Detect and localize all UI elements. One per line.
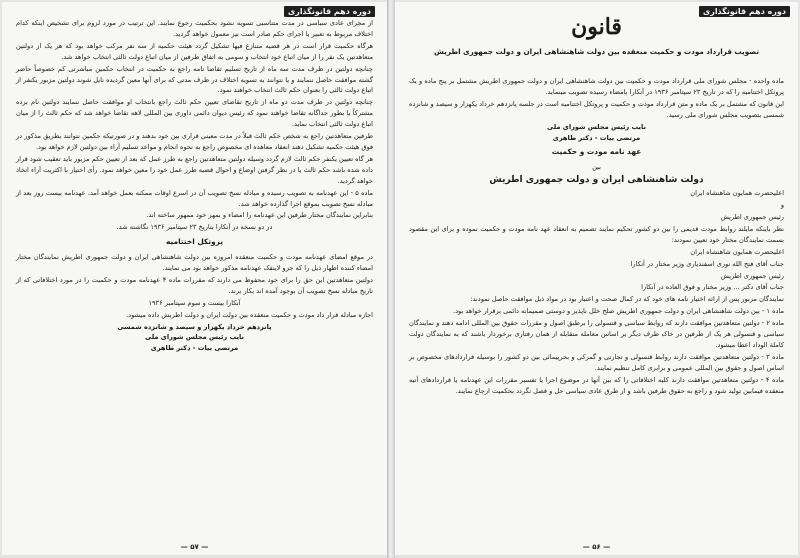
- article-1: ماده ۱ - بین دولت شاهنشاهی ایران و دولت جمهوری اطریش صلح خلل ناپذیر و دوستی صمیمانه دائمی برقرار خواهد بود.: [452, 307, 784, 316]
- left-article-5: ماده ۵ - این عهدنامه به تصویب رسیده و مبادله نسخ تصویب آن در اسرع اوقات ممکنه بعمل خواهد آمد. عهدنامه بیست روز بعد از مبادله نسخ تصویب بموقع اجرا گذارده خواهد شد.: [16, 188, 374, 208]
- left-paragraph: چنانچه دولتین در ظرف مدت دو ماه از تاریخ تقاضای تعیین حکم ثالث راجع بانتخاب او موافقت حاصل ننمایند دولتین نام برده مشترکاً یا بطور جداگانه تقاضا خواهند نمود که رئیس دیوان دائمی داوری بین المللی لاهه تقاضا خواهد شد که حکم ثالث را از میان اتباع دولت ثالثی انتخاب نماید.: [16, 98, 373, 129]
- party-line: و: [780, 201, 784, 210]
- left-page-number: — ۵۷ —: [180, 543, 209, 551]
- right-signature-title: نایب رئیس مجلس شورای ملی: [547, 122, 646, 131]
- protocol-paragraph: اجازه مبادله قرار داد مودت و حکمیت منعقده بین دولت ایران و دولت اطریش داده میشود.: [126, 310, 373, 319]
- article-4: ماده ۴ - دولتین متعاهدتین موافقت دارند کلیه اختلافاتی را که بین آنها در موضوع اجرا یا تفسیر مقررات این عهدنامه یا قراردادهای آتیه منعقده فیمابین تولید شود و راجع به حقوق طرفین باشد و از طرق عادی سیاسی حل و فصل نگردد بحکمیت ارجاع نمایند.: [409, 375, 785, 395]
- party-line: اعلیحضرت همایون شاهنشاه ایران: [690, 247, 784, 256]
- article-2: ماده ۲ - دولتین متعاهدتین موافقت دارند که روابط سیاسی و قنسولی را برطبق اصول و مقررات حقوق بین المللی ادامه دهند و نمایندگان سیاسی و قنسولی هر یک از طرفین در خاک طرف دیگر بر اساس معامله متقابله از همان رفتاری برخوردار باشند که به نمایندگان دولت کاملة الوداد اعطا میشود.: [409, 319, 785, 349]
- law-title: قانون: [571, 14, 622, 40]
- protocol-paragraph: در موقع امضای عهدنامه مودت و حکمیت منعقده امروزه بین دولت شاهنشاهی ایران و دولت جمهوری اطریش نمایندگان مختار امضاء کننده اظهار ذیل را که جزو لاینفک عهدنامه مذکور خواهد بود می نمایند.: [16, 253, 373, 273]
- left-date-line: در دو نسخه در آنکارا بتاریخ ۲۳ سپتامبر ۱۹۳۶ نگاشته شد.: [116, 223, 273, 232]
- left-paragraph: هرگاه حکمیت قرار است در هر قضیه متنازع فیها تشکیل گردد هیئت حکمیه از سه نفر مرکب خواهد بود که هر یک از دولتین متعاهدتین یک نفر را از میان اتباع خود انتخاب و سومی به اتفاق طرفین از میان اتباع دولت ثالثی انتخاب خواهد شد.: [16, 41, 373, 61]
- credentials-paragraph: نمایندگان مزبور پس از ارائه اختیار نامه های خود که در کمال صحت و اعتبار بود در مواد ذیل موافقت حاصل نمودند:: [470, 295, 784, 304]
- plenipotentiary-line: جناب آقای فتح الله نوری اسفندیاری وزیر مختار در آنکارا: [630, 259, 784, 268]
- left-page-header: دوره دهم قانونگذاری: [284, 6, 375, 17]
- left-page-body: [16, 18, 373, 354]
- protocol-paragraph: دولتین متعاهدتین این حق را برای خود محفوظ می دارند که مقررات ماده ۴ عهدنامه مودت و حکمیت را در مورد اختلافاتی که از تاریخ مبادله نسخ تصویب آن بوجود آمده اند بکار برند.: [16, 275, 373, 295]
- article-3: ماده ۳ - دولتین متعاهدتین موافقت دارند روابط قنسولی و تجارتی و گمرکی و بحرپیمائی بین دو کشور را بوسیله قراردادهای مخصوص بر اساس اصول و حقوق بین المللی عمومی و برابری کامل تنظیم نمایند.: [409, 352, 784, 372]
- approval-paragraph: این قانون که مشتمل بر یک ماده و متن قرارداد مودت و حکمیت و پروتکل اختتامیه است در جلسه پانزدهم خرداد یکهزار و سیصد و شانزده شمسی بتصویب مجلس شورای ملی رسید.: [409, 99, 784, 119]
- party-line: رئیس جمهوری اطریش: [720, 271, 784, 280]
- left-paragraph: چنانچه دولتین در ظرف مدت سه ماه از تاریخ تسلیم تقاضا نامه راجع به حکمیت در انتخاب حکمین مباشرتی کم خصوصاً حاضر گشته موافقت حاصل ننمایند و یا نتوانند به تسویه اختلاف در ظرف مدتی که برای آنها معین گردیده نایل شوند دولتین مزبور یکنفر از اتباع دولت ثالثی را بعنوان حکم ثالث انتخاب خواهند نمود.: [16, 64, 373, 95]
- treaty-heading: عهد نامه مودت و حکمیت: [551, 147, 642, 157]
- left-paragraph: هر گاه تعیین یکنفر حکم ثالث لازم گردد وسیله دولتین متعاهدتین راجع به طرز عمل که بعد از تعیین حکم مزبور باید تعقیب شود قرار داده شده باشد حکم ثالث با در نظر گرفتن اوضاع و احوال قضیه طرز عمل خود را معین خواهد نمود. رأی اختیار با اکثریت آراء اتخاذ خواهد گردید.: [16, 154, 373, 185]
- protocol-heading: پروتکل اختتامیه: [166, 237, 223, 247]
- right-signature-names: مرتضی بیات - دکتر طاهری: [552, 133, 641, 142]
- between-label: بین: [592, 163, 601, 172]
- right-page: [395, 2, 798, 555]
- left-paragraph: از مجرای عادی سیاسی در مدت متناسبی تسویه نشود بحکمیت رجوع نمایند. این ترتیب در مورد لزوم برای تشخیص اینکه کدام اختلاف مربوط به تعبیر یا اجرای حکم صادر است نیز معمول خواهد گردید.: [16, 19, 373, 38]
- single-article: ماده واحده - مجلس شورای ملی قرارداد مودت و حکمیت بین دولت شاهنشاهی ایران و دولت جمهوری اطریش مشتمل بر پنج ماده و یک پروتکل اختتامیه را که در تاریخ ۲۳ سپتامبر ۱۹۳۶ در آنکارا بامضاء رسیده تصویب مینماید.: [409, 77, 784, 96]
- party-line: رئیس جمهوری اطریش: [720, 212, 784, 221]
- right-page-header: دوره دهم قانونگذاری: [699, 6, 790, 17]
- right-page-body: [409, 76, 784, 397]
- plenipotentiary-line: جناب آقای دکتر ... وزیر مختار و فوق العاده در آنکارا: [641, 283, 784, 292]
- left-signature-names: مرتضی بیات - دکتر طاهری: [150, 344, 239, 353]
- parties-heading: دولت شاهنشاهی ایران و دولت جمهوری اطریش: [489, 175, 704, 186]
- left-paragraph: بنابراین نمایندگان مختار طرفین این عهدنامه را امضاء و بمهر خود ممهور ساخته اند.: [146, 211, 373, 220]
- left-signature-title: نایب رئیس مجلس شورای ملی: [145, 333, 244, 342]
- law-subtitle: تصویب قرارداد مودت و حکمیت منعقده بین دولت شاهنشاهی ایران و دولت جمهوری اطریش: [433, 47, 760, 56]
- book-gutter: [387, 0, 395, 558]
- left-paragraph: طرفین متعاهدتین راجع به شخص حکم ثالث قبلاً در مدت معینی قراری بین خود بدهند و در صورتیکه حکمین نتوانند بطریق مذکور در فوق هیئت حکمیه تشکیل دهند انعقاد معاهده ای مخصوص راجع به نحوه انجام و مواعد تسلیم آراء بین دولتین لازم خواهد بود.: [16, 132, 373, 151]
- preamble-paragraph: نظر باینکه مایلند روابط مودت قدیمی را بین دو کشور تحکیم نمایند تصمیم به انعقاد عهد نامه مودت و حکمیت نموده و برای این مقصود بسمت نمایندگان مختار خود تعیین نمودند:: [409, 224, 784, 244]
- protocol-date: آنکارا بیست و سوم سپتامبر ۱۹۳۶: [148, 298, 241, 307]
- left-page: [2, 2, 387, 555]
- right-page-number: — ۵۶ —: [582, 543, 611, 551]
- left-signature-date: پانزدهم خرداد یکهزار و سیصد و شانزده شمسی: [117, 322, 272, 331]
- party-line: اعلیحضرت همایون شاهنشاه ایران: [690, 189, 784, 198]
